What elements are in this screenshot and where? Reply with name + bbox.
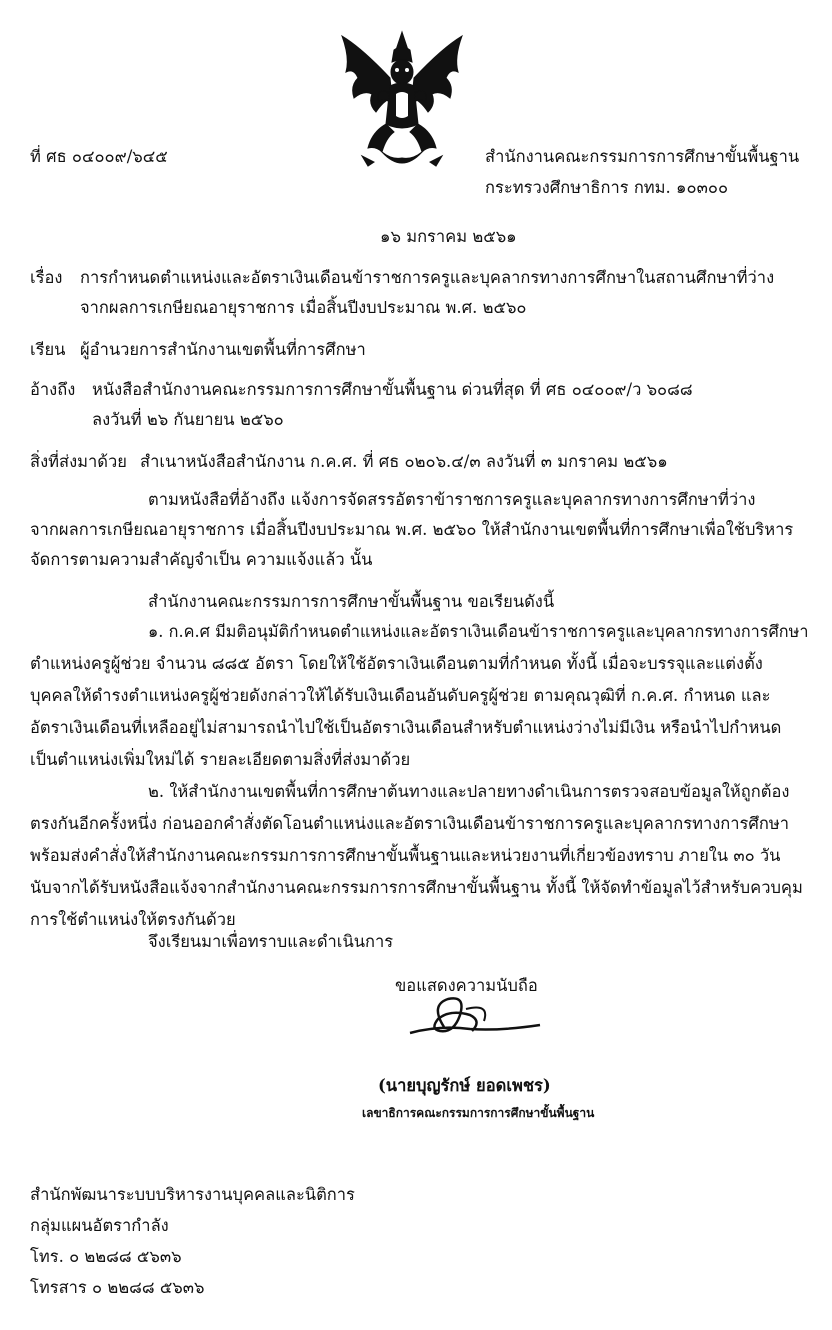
paragraph-1-line-1: ตามหนังสือที่อ้างถึง แจ้งการจัดสรรอัตราข้าราชการครูและบุคลากรทางการศึกษาที่ว่าง xyxy=(148,490,756,509)
item-1-line-3: บุคคลให้ดำรงตำแหน่งครูผู้ช่วยดังกล่าวให้ได้รับเงินเดือนอันดับครูผู้ช่วย ตามคุณวุฒิที่ ก.ค.ศ. กำหนด และ xyxy=(30,686,771,705)
item-1-line-4: อัตราเงินเดือนที่เหลืออยู่ไม่สามารถนำไปใช้เป็นอัตราเงินเดือนสำหรับตำแหน่งว่างไม่มีเงิน หรือนำไปกำหนด xyxy=(30,718,782,737)
reference-line-2: ลงวันที่ ๒๖ กันยายน ๒๕๖๐ xyxy=(92,410,284,429)
subject-line-2: จากผลการเกษียณอายุราชการ เมื่อสิ้นปีงบประมาณ พ.ศ. ๒๕๖๐ xyxy=(80,298,527,317)
item-2-line-4: นับจากได้รับหนังสือแจ้งจากสำนักงานคณะกรรมการการศึกษาขั้นพื้นฐาน ทั้งนี้ ให้จัดทำข้อมูลไว้สำหรับควบคุม xyxy=(30,878,803,897)
enclosure-label: สิ่งที่ส่งมาด้วย xyxy=(30,452,127,471)
item-1-line-2: ตำแหน่งครูผู้ช่วย จำนวน ๘๘๕ อัตรา โดยให้ใช้อัตราเงินเดือนตามที่กำหนด ทั้งนี้ เมื่อจะบรรจุและแต่งตั้ง xyxy=(30,654,763,673)
item-2-line-2: ตรงกันอีกครั้งหนึ่ง ก่อนออกคำสั่งตัดโอนตำแหน่งและอัตราเงินเดือนข้าราชการครูและบุคลากรทางการศึกษา xyxy=(30,814,789,833)
paragraph-1-line-2: จากผลการเกษียณอายุราชการ เมื่อสิ้นปีงบประมาณ พ.ศ. ๒๕๖๐ ให้สำนักงานเขตพื้นที่การศึกษาเพื่อใช้บริหาร xyxy=(30,520,794,539)
footer-phone: โทร. ๐ ๒๒๘๘ ๕๖๓๖ xyxy=(30,1247,182,1266)
closing-sentence: จึงเรียนมาเพื่อทราบและดำเนินการ xyxy=(148,932,394,951)
subject-line-1: การกำหนดตำแหน่งและอัตราเงินเดือนข้าราชการครูและบุคลากรทางการศึกษาในสถานศึกษาที่ว่าง xyxy=(80,268,775,287)
footer-fax: โทรสาร ๐ ๒๒๘๘ ๕๖๓๖ xyxy=(30,1278,205,1297)
item-2-line-3: พร้อมส่งคำสั่งให้สำนักงานคณะกรรมการการศึกษาขั้นพื้นฐานและหน่วยงานที่เกี่ยวข้องทราบ ภายใน ๓๐ วัน xyxy=(30,846,781,865)
item-2-line-5: การใช้ตำแหน่งให้ตรงกันด้วย xyxy=(30,910,236,929)
enclosure-text: สำเนาหนังสือสำนักงาน ก.ค.ศ. ที่ ศธ ๐๒๐๖.๔/๓ ลงวันที่ ๓ มกราคม ๒๕๖๑ xyxy=(140,452,668,471)
recipient-label: เรียน xyxy=(30,340,66,359)
reference-label: อ้างถึง xyxy=(30,380,76,399)
signatory-title: เลขาธิการคณะกรรมการการศึกษาขั้นพื้นฐาน xyxy=(362,1106,595,1120)
salutation: ขอแสดงความนับถือ xyxy=(395,976,538,995)
paragraph-2: สำนักงานคณะกรรมการการศึกษาขั้นพื้นฐาน ขอเรียนดังนี้ xyxy=(148,592,555,611)
item-1-line-5: เป็นตำแหน่งเพิ่มใหม่ได้ รายละเอียดตามสิ่งที่ส่งมาด้วย xyxy=(30,750,411,769)
agency-address: กระทรวงศึกษาธิการ กทม. ๑๐๓๐๐ xyxy=(485,178,729,197)
signatory-name: (นายบุญรักษ์ ยอดเพชร) xyxy=(378,1076,551,1095)
subject-label: เรื่อง xyxy=(30,268,63,287)
handwritten-signature xyxy=(400,985,550,1055)
item-1-line-1: ๑. ก.ค.ศ มีมติอนุมัติกำหนดตำแหน่งและอัตราเงินเดือนข้าราชการครูและบุคลากรทางการศึกษา xyxy=(148,622,809,641)
footer-group: กลุ่มแผนอัตรากำลัง xyxy=(30,1216,169,1235)
document-date: ๑๖ มกราคม ๒๕๖๑ xyxy=(380,227,517,246)
recipient-text: ผู้อำนวยการสำนักงานเขตพื้นที่การศึกษา xyxy=(80,340,366,359)
document-number: ที่ ศธ ๐๔๐๐๙/๖๔๕ xyxy=(30,147,168,166)
paragraph-1-line-3: จัดการตามความสำคัญจำเป็น ความแจ้งแล้ว นั้น xyxy=(30,550,373,569)
item-2-line-1: ๒. ให้สำนักงานเขตพื้นที่การศึกษาต้นทางและปลายทางดำเนินการตรวจสอบข้อมูลให้ถูกต้อง xyxy=(148,782,790,801)
garuda-emblem-icon xyxy=(332,28,472,174)
reference-line-1: หนังสือสำนักงานคณะกรรมการการศึกษาขั้นพื้นฐาน ด่วนที่สุด ที่ ศธ ๐๔๐๐๙/ว ๖๐๘๘ xyxy=(92,380,693,399)
footer-office: สำนักพัฒนาระบบบริหารงานบุคคลและนิติการ xyxy=(30,1185,355,1204)
agency-name: สำนักงานคณะกรรมการการศึกษาขั้นพื้นฐาน xyxy=(485,147,800,166)
